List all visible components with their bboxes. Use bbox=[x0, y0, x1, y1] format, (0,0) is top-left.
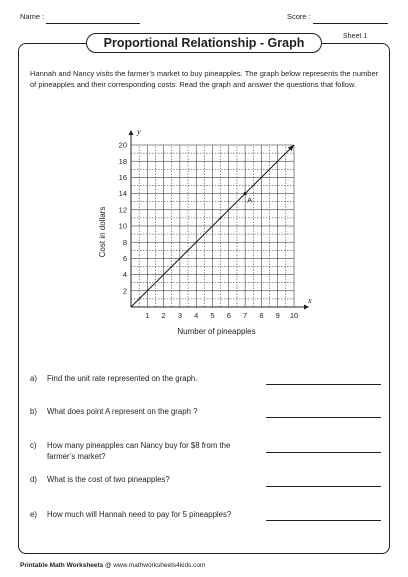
y-tick-label: 14 bbox=[118, 189, 127, 199]
x-tick-label: 3 bbox=[177, 311, 182, 320]
y-axis-symbol: y bbox=[137, 126, 141, 136]
question-text: How many pineapples can Nancy buy for $8 from the farmer’s market? bbox=[47, 441, 231, 461]
x-tick-label: 5 bbox=[210, 311, 215, 320]
answer-line-b[interactable] bbox=[266, 417, 381, 418]
x-axis-title: Number of pineapples bbox=[177, 327, 256, 336]
answer-line-a[interactable] bbox=[266, 384, 381, 385]
x-tick-label: 1 bbox=[145, 311, 150, 320]
x-tick-label: 7 bbox=[243, 311, 248, 320]
point-label: A bbox=[247, 195, 253, 205]
question-e bbox=[30, 510, 257, 521]
question-text: What does point A represent on the graph ? bbox=[47, 407, 198, 416]
question-b bbox=[30, 407, 257, 418]
answer-line-d[interactable] bbox=[266, 486, 381, 487]
y-tick-label: 2 bbox=[122, 286, 127, 296]
answer-line-c[interactable] bbox=[266, 452, 381, 453]
y-tick-label: 16 bbox=[118, 173, 127, 182]
graph-axis-labels bbox=[98, 126, 312, 336]
sheet-label: Sheet 1 bbox=[343, 33, 368, 40]
question-number: b) bbox=[30, 407, 37, 416]
question-a bbox=[30, 374, 257, 385]
x-tick-label: 6 bbox=[226, 311, 231, 320]
x-tick-label: 9 bbox=[275, 311, 280, 320]
footer bbox=[20, 562, 205, 569]
y-axis-arrow bbox=[129, 130, 134, 135]
score-label: Score : bbox=[287, 12, 311, 21]
question-text: What is the cost of two pineapples? bbox=[47, 475, 170, 484]
y-tick-label: 6 bbox=[122, 254, 127, 263]
name-label: Name : bbox=[20, 12, 45, 21]
footer-lead: Printable Math Worksheets @ bbox=[20, 562, 112, 569]
question-number: c) bbox=[30, 441, 37, 450]
question-d bbox=[30, 475, 257, 486]
x-tick-label: 10 bbox=[289, 311, 299, 320]
x-tick-label: 4 bbox=[194, 311, 199, 320]
question-text: Find the unit rate represented on the graph. bbox=[47, 374, 198, 383]
y-tick-label: 10 bbox=[118, 221, 127, 231]
question-number: a) bbox=[30, 374, 37, 383]
worksheet-title: Proportional Relationship - Graph bbox=[86, 33, 322, 53]
answer-line-e[interactable] bbox=[266, 520, 381, 521]
question-text: How much will Hannah need to pay for 5 pineapples? bbox=[47, 510, 232, 519]
x-tick-label: 8 bbox=[259, 311, 264, 320]
x-tick-label: 2 bbox=[161, 311, 166, 320]
y-tick-label: 4 bbox=[122, 270, 127, 280]
y-tick-label: 12 bbox=[118, 205, 127, 215]
question-number: d) bbox=[30, 475, 37, 484]
y-tick-label: 20 bbox=[118, 140, 127, 150]
y-tick-label: 18 bbox=[118, 156, 127, 166]
x-axis-arrow bbox=[304, 305, 309, 310]
x-axis-symbol: x bbox=[308, 295, 312, 305]
y-tick-label: 8 bbox=[122, 237, 127, 247]
question-c bbox=[30, 441, 257, 462]
intro-text: Hannah and Nancy visits the farmer’s market to buy pineapples. The graph below represents the number of pineapples and their corresponding costs. Read the graph and answer the questions that follow. bbox=[30, 69, 379, 89]
y-axis-title: Cost in dollars bbox=[98, 206, 107, 258]
footer-url[interactable]: www.mathworksheets4kids.com bbox=[113, 562, 206, 569]
question-number: e) bbox=[30, 510, 37, 519]
